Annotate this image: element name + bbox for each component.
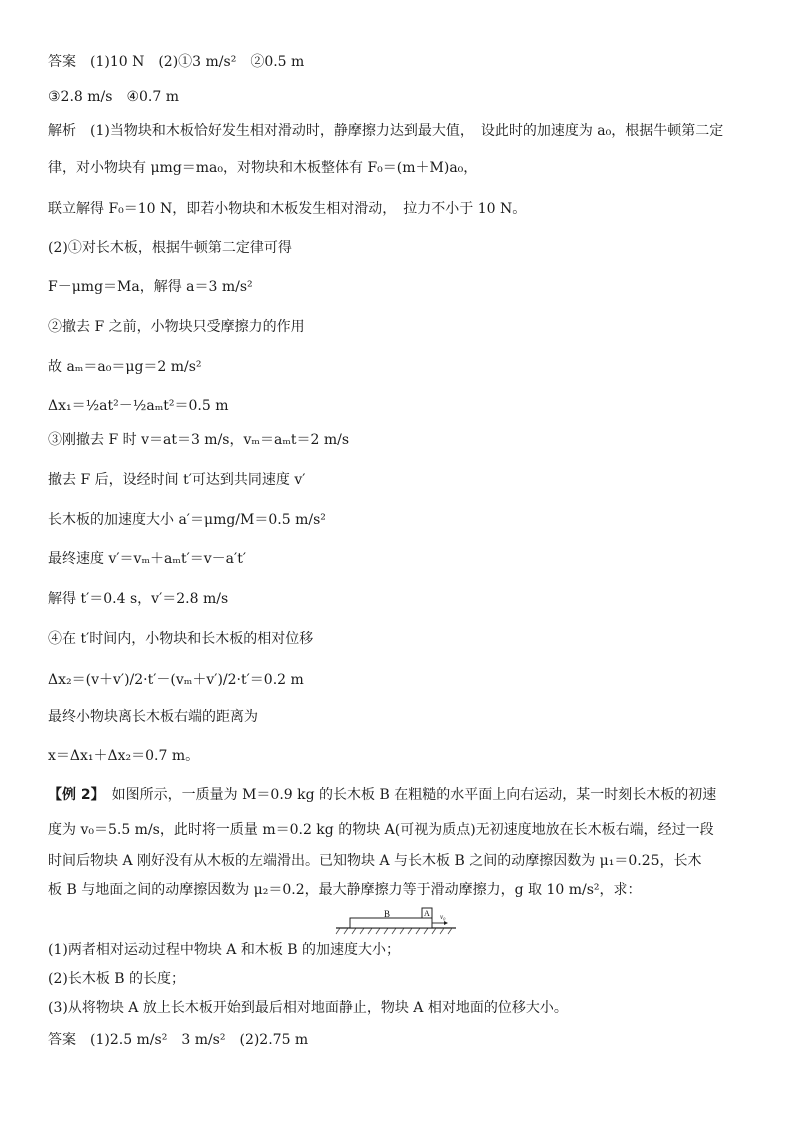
analysis-line-7: 故 aₘ＝a₀＝μg＝2 m/s² (48, 359, 202, 375)
example2-line-2: 度为 v₀＝5.5 m/s，此时将一质量 m＝0.2 kg 的物块 A(可视为质点)无初速度地放在长木板右端，经过一段 (48, 822, 714, 838)
label-b: B (384, 909, 391, 919)
answer2-line1 (48, 1030, 308, 1050)
example2-text: 如图所示，一质量为 M＝0.9 kg 的长木板 B 在粗糙的水平面上向右运动，某一时刻长木板的初速 (111, 787, 717, 803)
example2-line-1 (48, 785, 716, 805)
analysis-line-13: 解得 t′＝0.4 s，v′＝2.8 m/s (48, 591, 229, 607)
ground-hatch (336, 928, 452, 934)
example2-line-3: 时间后物块 A 刚好没有从木板的左端滑出。已知物块 A 与长木板 B 之间的动摩擦因数为 μ₁＝0.25，长木 (48, 853, 702, 869)
analysis-line-1 (48, 121, 723, 141)
question-2: (2)长木板 B 的长度； (48, 971, 186, 987)
board-b (350, 918, 432, 928)
example2-line-4: 板 B 与地面之间的动摩擦因数为 μ₂＝0.2，最大静摩擦力等于滑动摩擦力，g 取 10 m/s²，求： (48, 882, 642, 898)
question-1: (1)两者相对运动过程中物块 A 和木板 B 的加速度大小； (48, 942, 401, 958)
label-a: A (424, 909, 430, 918)
label-v0: v₀ (440, 913, 446, 921)
answer1-line2: ③2.8 m/s ④0.7 m (48, 89, 179, 105)
analysis-line-12: 最终速度 v′＝vₘ＋aₘt′＝v－a′t′ (48, 551, 247, 567)
answer-label: 答案 (48, 54, 76, 70)
answer-text: (1)2.5 m/s² 3 m/s² (2)2.75 m (90, 1032, 309, 1048)
analysis-line-11: 长木板的加速度大小 a′＝μmg/M＝0.5 m/s² (48, 512, 326, 528)
analysis-line-9: ③刚撤去 F 时 v＝at＝3 m/s，vₘ＝aₘt＝2 m/s (48, 432, 350, 448)
analysis-line-8: Δx₁＝½at²－½aₘt²＝0.5 m (48, 398, 229, 414)
example-tag: 【例 2】 (48, 787, 98, 803)
board-block-diagram (334, 906, 458, 936)
answer-text: (1)10 N (2)①3 m/s² ②0.5 m (90, 54, 305, 70)
analysis-line-15: Δx₂＝(v＋v′)/2·t′－(vₘ＋v′)/2·t′＝0.2 m (48, 672, 304, 688)
answer1-line1 (48, 52, 304, 72)
analysis-line-2: 律，对小物块有 μmg＝ma₀，对物块和木板整体有 F₀＝(m＋M)a₀， (48, 160, 478, 176)
analysis-line-10: 撤去 F 后，设经时间 t′可达到共同速度 v′ (48, 472, 306, 488)
analysis-line-4: (2)①对长木板，根据牛顿第二定律可得 (48, 240, 292, 256)
analysis-text: (1)当物块和木板恰好发生相对滑动时，静摩擦力达到最大值， 设此时的加速度为 a₀，根据牛顿第二定 (90, 123, 724, 139)
analysis-line-14: ④在 t′时间内，小物块和长木板的相对位移 (48, 631, 314, 647)
analysis-line-17: x＝Δx₁＋Δx₂＝0.7 m。 (48, 748, 200, 764)
analysis-label: 解析 (48, 123, 76, 139)
answer-label: 答案 (48, 1032, 76, 1048)
analysis-line-3: 联立解得 F₀＝10 N，即若小物块和木板发生相对滑动， 拉力不小于 10 N。 (48, 201, 527, 217)
analysis-line-16: 最终小物块离长木板右端的距离为 (48, 709, 258, 725)
arrow-head-icon (444, 921, 448, 925)
question-3: (3)从将物块 A 放上长木板开始到最后相对地面静止，物块 A 相对地面的位移大小。 (48, 1000, 568, 1016)
analysis-line-5: F－μmg＝Ma，解得 a＝3 m/s² (48, 279, 253, 295)
analysis-line-6: ②撤去 F 之前，小物块只受摩擦力的作用 (48, 319, 305, 335)
